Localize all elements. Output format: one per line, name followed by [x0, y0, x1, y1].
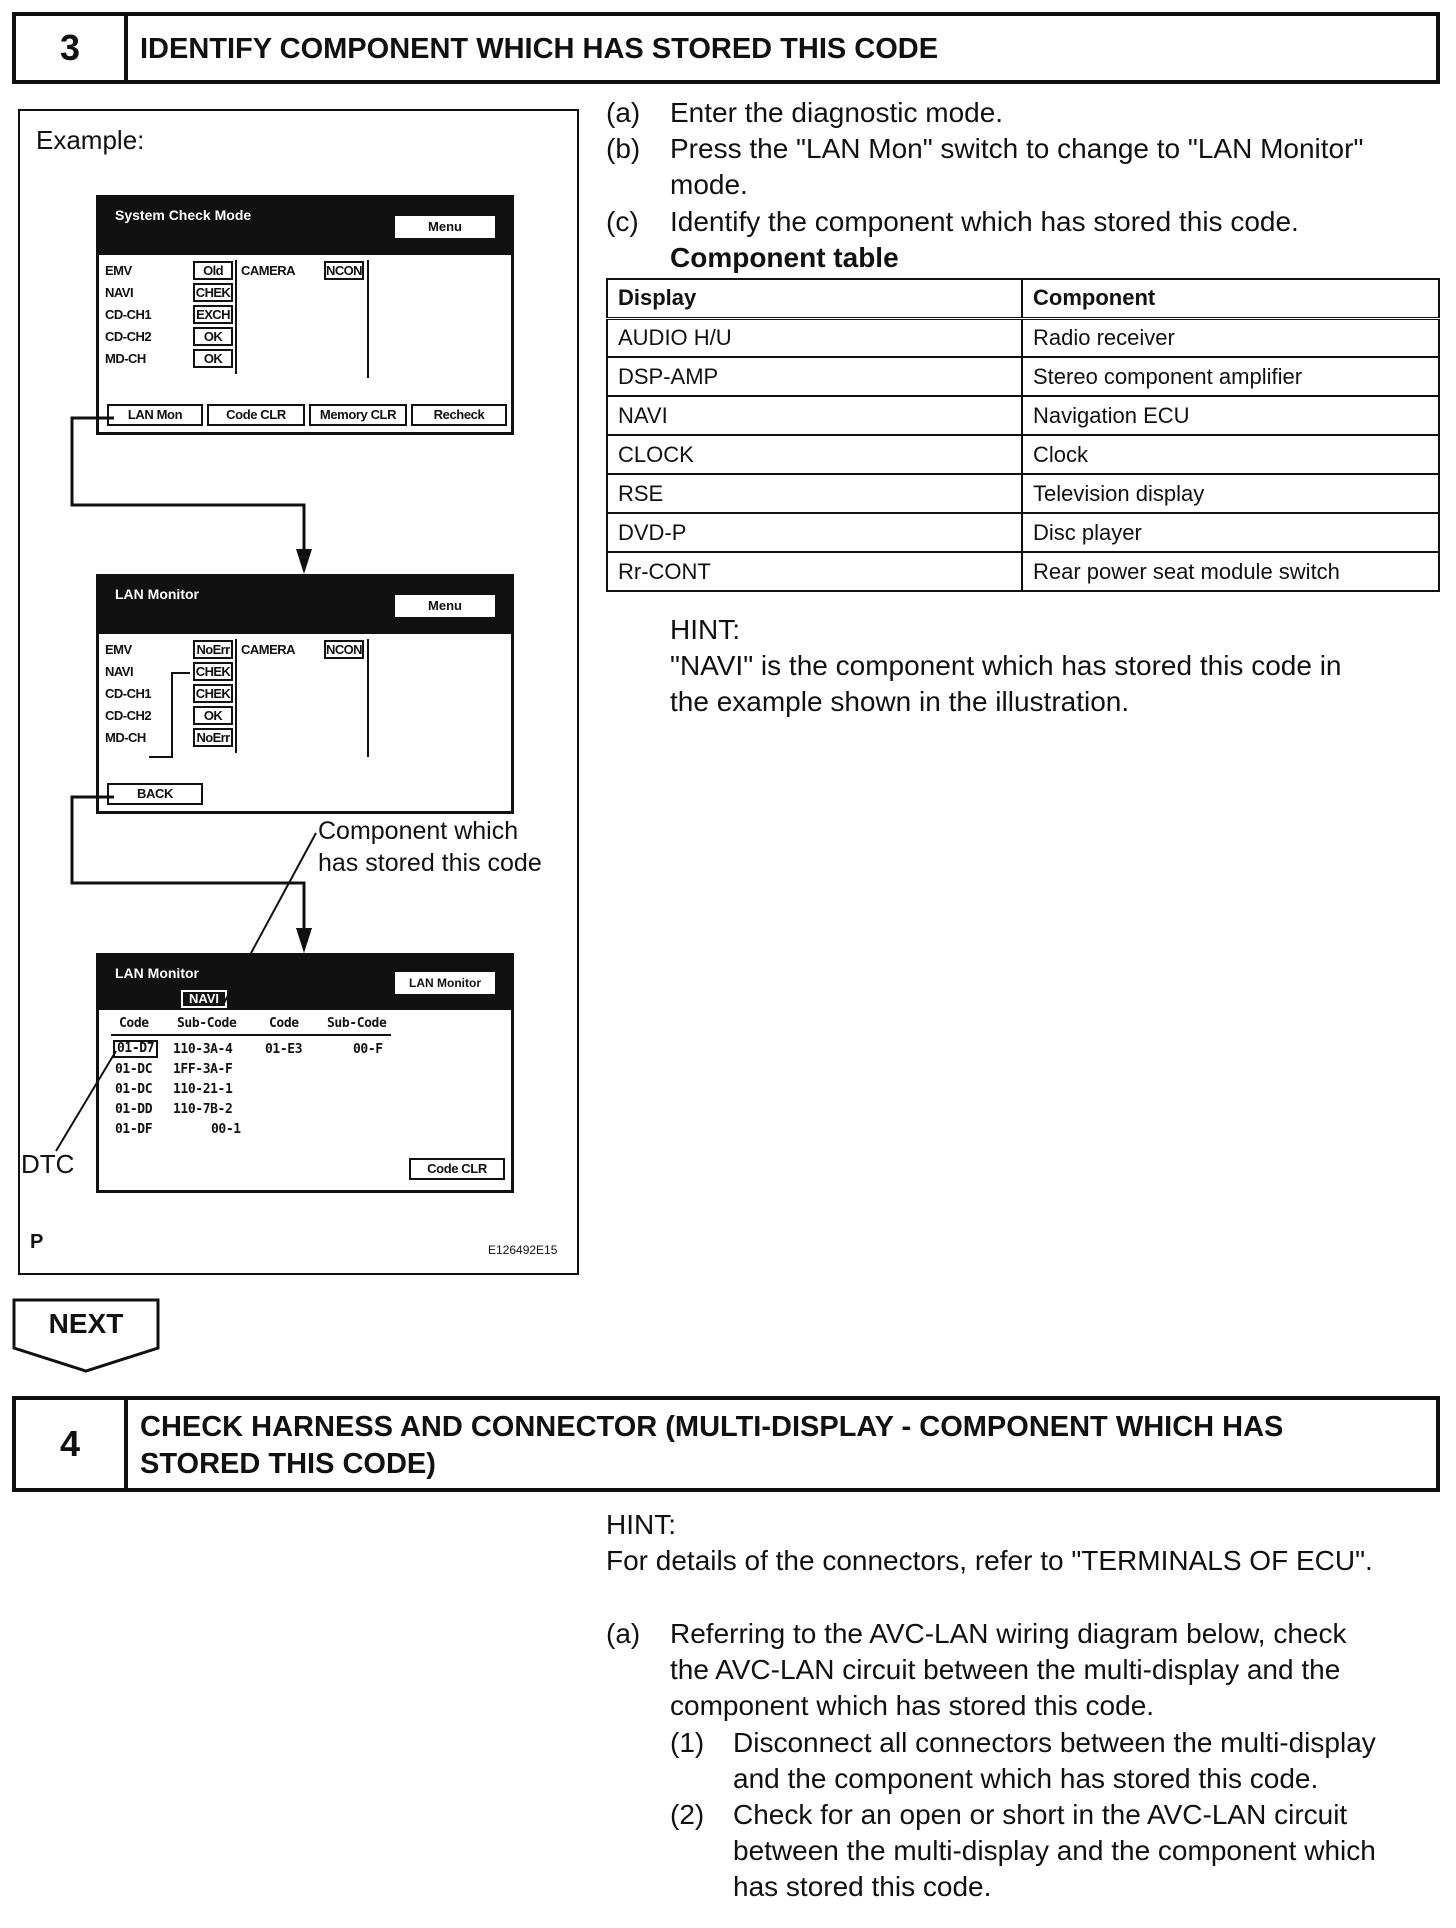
table-row — [607, 357, 1439, 396]
step-title-cont: STORED THIS CODE) — [140, 1448, 436, 1480]
display-cell: DVD-P — [607, 513, 1022, 552]
hint-label: HINT: — [606, 1509, 676, 1540]
sub-code: 1FF-3A-F — [173, 1062, 233, 1077]
status-box: OK — [193, 349, 233, 368]
row-label: CAMERA — [241, 263, 296, 278]
sub-code: 110-21-1 — [173, 1082, 233, 1097]
code-clr-button[interactable]: Code CLR — [409, 1158, 505, 1180]
screen-title: LAN Monitor — [115, 965, 199, 981]
code: 01-DD — [115, 1102, 153, 1117]
arrow-head — [296, 928, 312, 953]
component-cell: Television display — [1022, 474, 1439, 513]
instruction-text: component which has stored this code. — [670, 1690, 1155, 1721]
menu-button[interactable]: Menu — [395, 595, 495, 617]
status-box: CHEK — [193, 662, 233, 681]
corner-label: P — [30, 1231, 44, 1253]
row-label: CD-CH1 — [105, 686, 152, 701]
next-button[interactable] — [12, 1298, 160, 1374]
figure-connectors — [20, 111, 581, 1277]
display-cell: Rr-CONT — [607, 552, 1022, 591]
component-cell: Clock — [1022, 435, 1439, 474]
lan-mon-button[interactable]: LAN Mon — [107, 404, 203, 426]
status-box: CHEK — [193, 283, 233, 302]
sub-instruction-label: (1) — [670, 1727, 705, 1758]
display-cell: CLOCK — [607, 435, 1022, 474]
row-label: MD-CH — [105, 730, 146, 745]
status-box: NoErr — [193, 728, 233, 747]
table-row — [607, 552, 1439, 591]
row-label: EMV — [105, 263, 132, 278]
instruction-text: Press the "LAN Mon" switch to change to "LAN Monitor" — [670, 133, 1364, 164]
step-3-header — [12, 12, 1440, 84]
instruction-text: Identify the component which has stored this code. — [670, 206, 1299, 237]
display-cell: DSP-AMP — [607, 357, 1022, 396]
status-box: Old — [193, 261, 233, 280]
component-cell: Radio receiver — [1022, 318, 1439, 357]
component-table — [606, 278, 1440, 592]
step-4-header — [12, 1396, 1440, 1492]
row-label: CD-CH2 — [105, 708, 152, 723]
column-header: Component — [1022, 279, 1439, 318]
navi-highlight-line — [149, 673, 190, 757]
sub-code: 110-7B-2 — [173, 1102, 233, 1117]
component-cell: Stereo component amplifier — [1022, 357, 1439, 396]
back-button[interactable]: BACK — [107, 783, 203, 805]
hint-label: HINT: — [670, 614, 740, 645]
memory-clr-button[interactable]: Memory CLR — [309, 404, 407, 426]
component-table-title: Component table — [670, 242, 899, 273]
arrow-head — [296, 549, 312, 574]
next-label: NEXT — [48, 1308, 124, 1339]
component-cell: Navigation ECU — [1022, 396, 1439, 435]
display-cell: RSE — [607, 474, 1022, 513]
table-row — [607, 474, 1439, 513]
row-label: NAVI — [105, 664, 134, 679]
table-header: Code — [119, 1016, 149, 1031]
example-label: Example: — [36, 125, 145, 155]
status-box: EXCH — [193, 305, 233, 324]
sub-instruction-text: and the component which has stored this code. — [733, 1763, 1319, 1794]
figure-id: E126492E15 — [488, 1243, 558, 1257]
step-number: 4 — [16, 1400, 128, 1488]
component-cell: Rear power seat module switch — [1022, 552, 1439, 591]
example-figure — [18, 109, 579, 1275]
instruction-text: Enter the diagnostic mode. — [670, 97, 1004, 128]
table-header: Sub-Code — [177, 1016, 237, 1031]
dtc-pointer-line — [56, 1051, 116, 1151]
navi-tag: NAVI — [181, 990, 227, 1008]
row-label: MD-CH — [105, 351, 146, 366]
step-title: IDENTIFY COMPONENT WHICH HAS STORED THIS CODE — [140, 33, 939, 65]
row-label: NAVI — [105, 285, 134, 300]
component-cell: Disc player — [1022, 513, 1439, 552]
hint-text: the example shown in the illustration. — [670, 686, 1130, 717]
sub-instruction-text: between the multi-display and the component which — [733, 1835, 1376, 1866]
row-label: EMV — [105, 642, 132, 657]
table-row — [607, 318, 1439, 357]
status-box: NCON — [324, 640, 364, 659]
row-label: CD-CH2 — [105, 329, 152, 344]
status-box: NoErr — [193, 640, 233, 659]
status-box: OK — [193, 706, 233, 725]
display-cell: NAVI — [607, 396, 1022, 435]
code: 01-DC — [115, 1082, 153, 1097]
instruction-label: (b) — [606, 133, 641, 164]
code: 01-DC — [115, 1062, 153, 1077]
callout-label: has stored this code — [318, 849, 542, 877]
table-header: Sub-Code — [327, 1016, 387, 1031]
status-box: CHEK — [193, 684, 233, 703]
dtc-label: DTC — [21, 1149, 75, 1179]
instruction-label: (a) — [606, 97, 641, 128]
table-header: Code — [269, 1016, 299, 1031]
sub-instruction-text: has stored this code. — [733, 1871, 992, 1902]
column-header: Display — [607, 279, 1022, 318]
sub-instruction-text: Check for an open or short in the AVC-LAN circuit — [733, 1799, 1348, 1830]
sub-instruction-text: Disconnect all connectors between the multi-display — [733, 1727, 1376, 1758]
code-clr-button[interactable]: Code CLR — [207, 404, 305, 426]
hint-text: "NAVI" is the component which has stored this code in — [670, 650, 1342, 681]
sub-instruction-label: (2) — [670, 1799, 705, 1830]
table-header-row — [607, 279, 1439, 318]
step-number: 3 — [16, 16, 128, 80]
instruction-text: the AVC-LAN circuit between the multi-display and the — [670, 1654, 1341, 1685]
status-box: OK — [193, 327, 233, 346]
code: 01-DF — [115, 1122, 153, 1137]
screen-title: System Check Mode — [115, 207, 252, 223]
sub-code: 00-F — [353, 1042, 383, 1057]
callout-line — [224, 833, 316, 1003]
menu-button[interactable]: Menu — [395, 216, 495, 238]
hint-text: For details of the connectors, refer to "TERMINALS OF ECU". — [606, 1545, 1373, 1576]
code: 01-E3 — [265, 1042, 303, 1057]
table-row — [607, 513, 1439, 552]
table-row — [607, 435, 1439, 474]
instruction-label: (c) — [606, 206, 639, 237]
callout-label: Component which — [318, 817, 519, 845]
table-row — [607, 396, 1439, 435]
display-cell: AUDIO H/U — [607, 318, 1022, 357]
screen-title: LAN Monitor — [115, 586, 199, 602]
sub-code: 00-1 — [211, 1122, 241, 1137]
status-box: NCON — [324, 261, 364, 280]
flow-arrow-line — [72, 797, 304, 935]
flow-arrow-line — [72, 418, 304, 556]
dtc-code-highlight: 01-D7 — [113, 1040, 158, 1058]
sub-code: 110-3A-4 — [173, 1042, 233, 1057]
lan-monitor-button[interactable]: LAN Monitor — [395, 972, 495, 994]
step-title: CHECK HARNESS AND CONNECTOR (MULTI-DISPLAY - COMPONENT WHICH HAS — [140, 1411, 1284, 1443]
row-label: CD-CH1 — [105, 307, 152, 322]
instruction-text-cont: mode. — [670, 169, 748, 200]
recheck-button[interactable]: Recheck — [411, 404, 507, 426]
instruction-text: Referring to the AVC-LAN wiring diagram below, check — [670, 1618, 1347, 1649]
instruction-label: (a) — [606, 1618, 641, 1649]
row-label: CAMERA — [241, 642, 296, 657]
